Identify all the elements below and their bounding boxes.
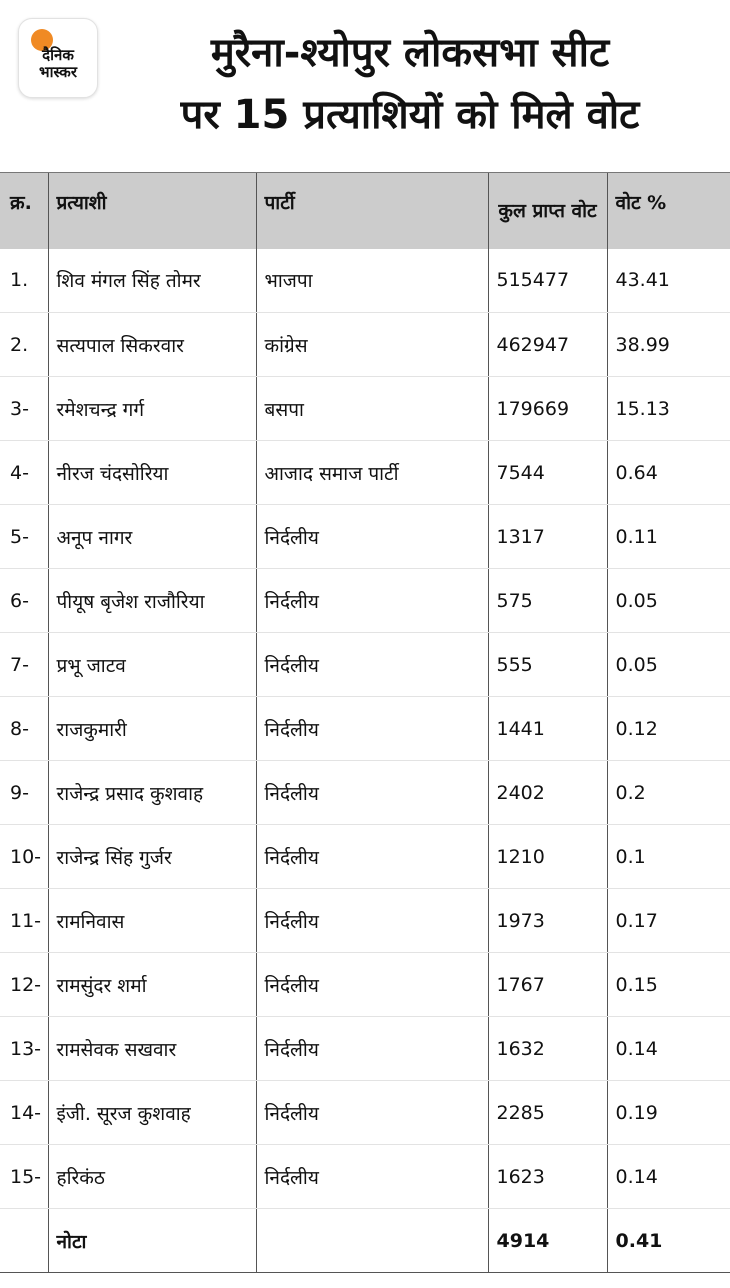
party-cell: निर्दलीय — [256, 569, 488, 633]
table-row — [0, 825, 730, 889]
percent-cell: 15.13 — [607, 377, 730, 441]
header-serial — [0, 173, 48, 249]
logo-text-line2: भास्कर — [39, 63, 77, 81]
table-row — [0, 505, 730, 569]
candidate-cell: रमेशचन्द्र गर्ग — [48, 377, 256, 441]
logo-text — [25, 47, 91, 81]
party-cell: आजाद समाज पार्टी — [256, 441, 488, 505]
percent-cell: 0.12 — [607, 697, 730, 761]
candidate-cell: रामनिवास — [48, 889, 256, 953]
percent-cell: 38.99 — [607, 313, 730, 377]
serial-cell: 4- — [0, 441, 48, 505]
candidate-cell: रामसुंदर शर्मा — [48, 953, 256, 1017]
table-header-row — [0, 173, 730, 249]
serial-cell: 14- — [0, 1081, 48, 1145]
table-row — [0, 889, 730, 953]
serial-cell: 12- — [0, 953, 48, 1017]
header-total-votes — [488, 173, 607, 249]
votes-cell: 555 — [488, 633, 607, 697]
party-cell: निर्दलीय — [256, 953, 488, 1017]
header-vote-percent — [607, 173, 730, 249]
percent-cell: 0.05 — [607, 633, 730, 697]
votes-cell: 515477 — [488, 249, 607, 313]
candidate-cell: सत्यपाल सिकरवार — [48, 313, 256, 377]
candidate-cell: नीरज चंदसोरिया — [48, 441, 256, 505]
serial-cell: 1. — [0, 249, 48, 313]
total-votes-cell: 4914 — [488, 1209, 607, 1273]
table-row — [0, 1081, 730, 1145]
header-serial-label: क्र. — [10, 191, 32, 214]
serial-cell: 10- — [0, 825, 48, 889]
table-row — [0, 377, 730, 441]
page-title — [110, 22, 710, 146]
percent-cell: 0.15 — [607, 953, 730, 1017]
percent-cell: 0.19 — [607, 1081, 730, 1145]
serial-cell: 15- — [0, 1145, 48, 1209]
votes-cell: 179669 — [488, 377, 607, 441]
serial-cell: 9- — [0, 761, 48, 825]
candidate-cell: राजकुमारी — [48, 697, 256, 761]
candidate-cell: रामसेवक सखवार — [48, 1017, 256, 1081]
candidate-cell: प्रभू जाटव — [48, 633, 256, 697]
total-serial-cell — [0, 1209, 48, 1273]
serial-cell: 11- — [0, 889, 48, 953]
percent-cell: 0.14 — [607, 1145, 730, 1209]
table-row — [0, 953, 730, 1017]
votes-cell: 2285 — [488, 1081, 607, 1145]
party-cell: निर्दलीय — [256, 889, 488, 953]
votes-cell: 7544 — [488, 441, 607, 505]
title-line2: पर 15 प्रत्याशियों को मिले वोट — [180, 92, 640, 138]
candidate-cell: हरिकंठ — [48, 1145, 256, 1209]
serial-cell: 5- — [0, 505, 48, 569]
table-row — [0, 1017, 730, 1081]
party-cell: निर्दलीय — [256, 761, 488, 825]
candidate-cell: अनूप नागर — [48, 505, 256, 569]
total-party-cell — [256, 1209, 488, 1273]
candidate-cell: राजेन्द्र प्रसाद कुशवाह — [48, 761, 256, 825]
party-cell: बसपा — [256, 377, 488, 441]
serial-cell: 3- — [0, 377, 48, 441]
serial-cell: 2. — [0, 313, 48, 377]
header-vote-percent-label: वोट % — [615, 191, 667, 214]
votes-cell: 462947 — [488, 313, 607, 377]
candidate-cell: शिव मंगल सिंह तोमर — [48, 249, 256, 313]
header-candidate-label: प्रत्याशी — [56, 191, 107, 214]
votes-cell: 2402 — [488, 761, 607, 825]
title-line1: मुरैना-श्योपुर लोकसभा सीट — [210, 30, 610, 76]
percent-cell: 0.14 — [607, 1017, 730, 1081]
party-cell: कांग्रेस — [256, 313, 488, 377]
header-party-label: पार्टी — [264, 191, 295, 214]
table-row — [0, 1145, 730, 1209]
total-percent-cell: 0.41 — [607, 1209, 730, 1273]
candidate-cell: पीयूष बृजेश राजौरिया — [48, 569, 256, 633]
percent-cell: 0.64 — [607, 441, 730, 505]
dainik-bhaskar-logo — [18, 18, 98, 98]
party-cell: निर्दलीय — [256, 1145, 488, 1209]
table-row — [0, 697, 730, 761]
header-candidate — [48, 173, 256, 249]
serial-cell: 6- — [0, 569, 48, 633]
table-body — [0, 249, 730, 1273]
party-cell: निर्दलीय — [256, 633, 488, 697]
party-cell: निर्दलीय — [256, 505, 488, 569]
table-row — [0, 249, 730, 313]
percent-cell: 0.17 — [607, 889, 730, 953]
votes-cell: 1632 — [488, 1017, 607, 1081]
percent-cell: 0.2 — [607, 761, 730, 825]
serial-cell: 13- — [0, 1017, 48, 1081]
results-table — [0, 172, 730, 1273]
header — [0, 0, 730, 170]
percent-cell: 0.11 — [607, 505, 730, 569]
party-cell: निर्दलीय — [256, 697, 488, 761]
party-cell: निर्दलीय — [256, 825, 488, 889]
table-row — [0, 441, 730, 505]
table-row — [0, 313, 730, 377]
serial-cell: 7- — [0, 633, 48, 697]
table-row — [0, 569, 730, 633]
candidate-cell: इंजी. सूरज कुशवाह — [48, 1081, 256, 1145]
table-row — [0, 633, 730, 697]
party-cell: भाजपा — [256, 249, 488, 313]
percent-cell: 43.41 — [607, 249, 730, 313]
votes-cell: 1210 — [488, 825, 607, 889]
party-cell: निर्दलीय — [256, 1017, 488, 1081]
candidate-cell: राजेन्द्र सिंह गुर्जर — [48, 825, 256, 889]
votes-cell: 1767 — [488, 953, 607, 1017]
votes-cell: 575 — [488, 569, 607, 633]
table-row — [0, 761, 730, 825]
votes-cell: 1441 — [488, 697, 607, 761]
votes-cell: 1317 — [488, 505, 607, 569]
header-total-votes-label: कुल प्राप्त वोट — [498, 199, 597, 222]
percent-cell: 0.1 — [607, 825, 730, 889]
party-cell: निर्दलीय — [256, 1081, 488, 1145]
votes-cell: 1623 — [488, 1145, 607, 1209]
percent-cell: 0.05 — [607, 569, 730, 633]
header-party — [256, 173, 488, 249]
total-row-nota — [0, 1209, 730, 1273]
serial-cell: 8- — [0, 697, 48, 761]
votes-cell: 1973 — [488, 889, 607, 953]
total-candidate-cell: नोटा — [48, 1209, 256, 1273]
logo-text-line1: दैनिक — [42, 46, 74, 64]
